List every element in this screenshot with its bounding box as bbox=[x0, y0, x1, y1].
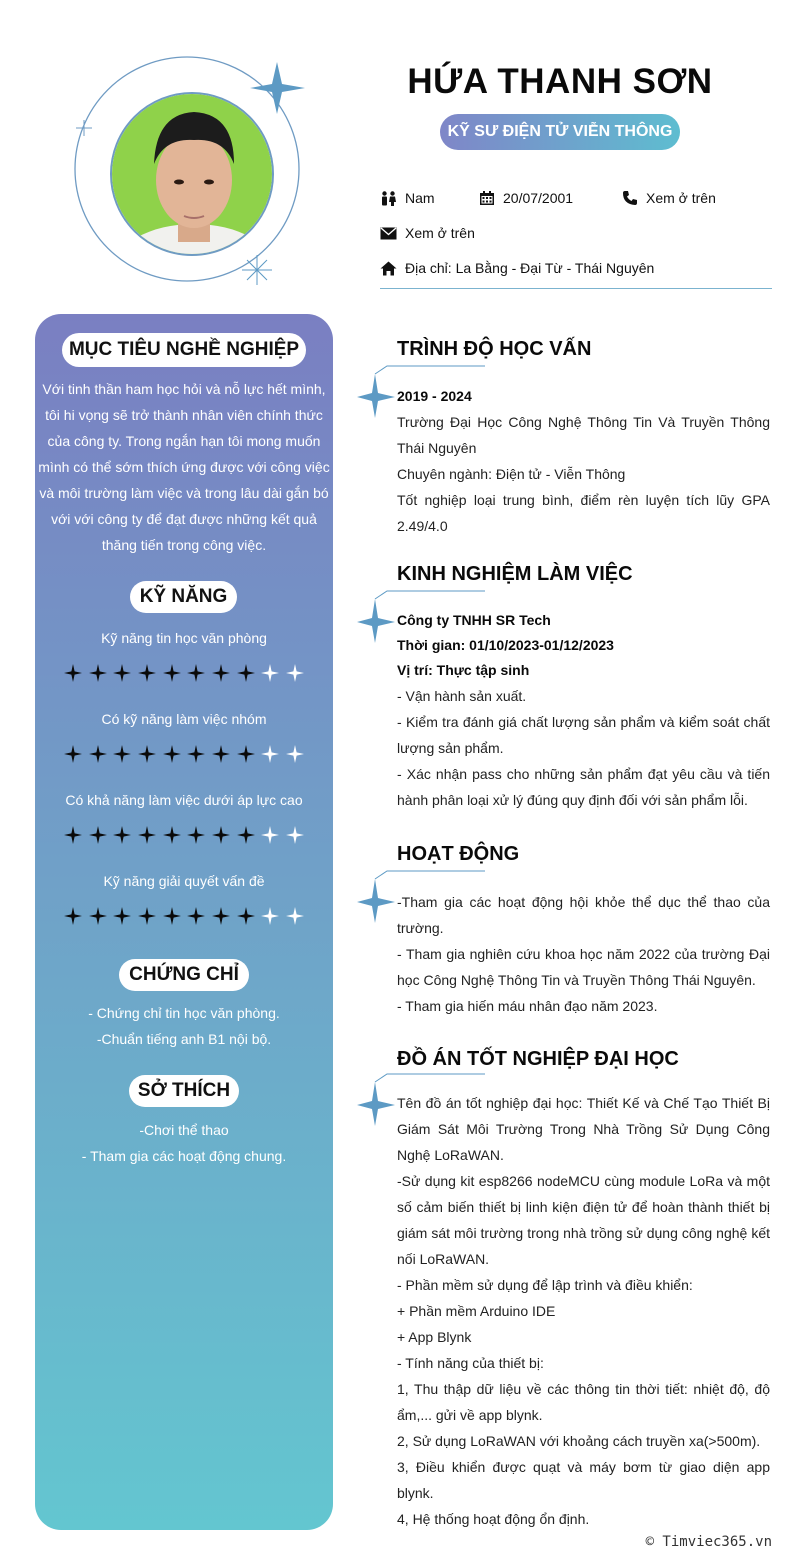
star-filled-icon bbox=[88, 744, 108, 764]
star-filled-icon bbox=[63, 906, 83, 926]
dob-info bbox=[479, 190, 573, 206]
objective-line: và môi trường làm việc và trong lâu dài gắn bó bbox=[39, 485, 329, 501]
thesis-item: + App Blynk bbox=[397, 1329, 472, 1345]
email-icon bbox=[380, 227, 397, 240]
objective-title: MỤC TIÊU NGHỀ NGHIỆP bbox=[62, 333, 306, 367]
activity-item: -Tham gia các hoạt động hội khỏe thể dục thể thao của trường. bbox=[397, 894, 770, 936]
star-filled-icon bbox=[162, 906, 182, 926]
experience-duty: - Kiểm tra đánh giá chất lượng sản phẩm và kiểm soát chất lượng sản phẩm. bbox=[397, 714, 770, 756]
star-filled-icon bbox=[88, 906, 108, 926]
star-filled-icon bbox=[211, 906, 231, 926]
objective-line: tôi hi vọng sẽ trở thành nhân viên chính thức bbox=[45, 407, 323, 423]
experience-title: KINH NGHIỆM LÀM VIỆC bbox=[397, 563, 633, 585]
objective-line: của công ty. Trong ngắn hạn tôi mong muốn bbox=[47, 433, 321, 449]
thesis-item: 4, Hệ thống hoạt động ổn định. bbox=[397, 1511, 590, 1527]
hobbies-title: SỞ THÍCH bbox=[129, 1075, 239, 1107]
dob-value: 20/07/2001 bbox=[503, 190, 574, 206]
sparkle-icon bbox=[357, 599, 395, 643]
star-empty-icon bbox=[260, 663, 280, 683]
thesis-item: + Phần mềm Arduino IDE bbox=[397, 1303, 556, 1319]
star-filled-icon bbox=[88, 825, 108, 845]
star-empty-icon bbox=[285, 906, 305, 926]
gender-info bbox=[380, 190, 435, 206]
star-filled-icon bbox=[63, 825, 83, 845]
gender-value: Nam bbox=[405, 190, 435, 206]
experience-position: Vị trí: Thực tập sinh bbox=[397, 662, 530, 678]
phone-info bbox=[622, 190, 716, 206]
experience-duty: - Vận hành sản xuất. bbox=[397, 688, 527, 704]
education-period: 2019 - 2024 bbox=[397, 388, 472, 404]
thesis-item: 2, Sử dụng LoRaWAN với khoảng cách truyền xa(>500m). bbox=[397, 1433, 761, 1449]
thesis-title: ĐỒ ÁN TỐT NGHIỆP ĐẠI HỌC bbox=[397, 1048, 679, 1070]
education-result: Tốt nghiệp loại trung bình, điểm rèn luyện tích lũy GPA 2.49/4.0 bbox=[397, 492, 770, 534]
email-info bbox=[380, 225, 475, 241]
phone-icon bbox=[622, 190, 638, 206]
star-filled-icon bbox=[162, 744, 182, 764]
sparkle-icon bbox=[357, 374, 395, 418]
thesis-item: 3, Điều khiển được quạt và máy bơm từ giao diện app blynk. bbox=[397, 1459, 770, 1501]
avatar bbox=[110, 92, 274, 256]
thesis-item: - Phần mềm sử dụng để lập trình và điều khiển: bbox=[397, 1277, 693, 1293]
certificates-text bbox=[38, 1000, 330, 1052]
star-filled-icon bbox=[88, 663, 108, 683]
activities-body bbox=[397, 889, 770, 1019]
star-filled-icon bbox=[236, 825, 256, 845]
star-filled-icon bbox=[112, 825, 132, 845]
experience-time: Thời gian: 01/10/2023-01/12/2023 bbox=[397, 637, 614, 653]
star-empty-icon bbox=[285, 663, 305, 683]
skill-rating bbox=[63, 663, 305, 683]
star-empty-icon bbox=[260, 825, 280, 845]
objective-line: mình có thể sớm thích ứng được với công việc bbox=[38, 459, 330, 475]
experience-duty: - Xác nhận pass cho những sản phẩm đạt yêu cầu và tiến hành phân loại xử lý đúng quy định đối với sản phẩm lỗi. bbox=[397, 766, 770, 808]
thesis-body bbox=[397, 1090, 770, 1532]
hobby-item: - Tham gia các hoạt động chung. bbox=[81, 1148, 287, 1164]
hobbies-text bbox=[38, 1117, 330, 1169]
star-filled-icon bbox=[137, 825, 157, 845]
candidate-name: HỨA THANH SƠN bbox=[407, 62, 713, 101]
objective-line: thăng tiến trong công việc. bbox=[101, 537, 267, 553]
education-school: Trường Đại Học Công Nghệ Thông Tin Và Truyền Thông Thái Nguyên bbox=[397, 414, 770, 456]
star-filled-icon bbox=[236, 906, 256, 926]
thesis-item: -Sử dụng kit esp8266 nodeMCU cùng module LoRa và một số cảm biến thiết bị linh kiện điện tử để hoàn thành thiết bị giám sát môi trường trong nhà trồng sử dụng công nghệ kết nối LoRaWAN. bbox=[397, 1173, 770, 1267]
activities-title: HOẠT ĐỘNG bbox=[397, 843, 520, 865]
objective-line: với với công ty để đạt được những kết quả bbox=[51, 511, 317, 527]
sparkle-icon bbox=[242, 255, 272, 285]
job-title-badge: KỸ SƯ ĐIỆN TỬ VIỄN THÔNG bbox=[440, 114, 680, 150]
star-filled-icon bbox=[211, 744, 231, 764]
sparkle-icon bbox=[357, 879, 395, 923]
star-filled-icon bbox=[186, 744, 206, 764]
skill-label: Có khả năng làm việc dưới áp lực cao bbox=[65, 792, 303, 808]
calendar-icon bbox=[479, 191, 495, 206]
star-filled-icon bbox=[112, 744, 132, 764]
star-filled-icon bbox=[137, 663, 157, 683]
home-icon bbox=[380, 261, 397, 276]
hobby-item: -Chơi thể thao bbox=[139, 1122, 229, 1138]
sparkle-icon bbox=[76, 120, 92, 136]
header-divider bbox=[380, 288, 772, 289]
email-value: Xem ở trên bbox=[405, 225, 475, 241]
activity-item: - Tham gia nghiên cứu khoa học năm 2022 của trường Đại học Công Nghệ Thông Tin và Truyền Thông Thái Nguyên. bbox=[397, 946, 770, 988]
star-filled-icon bbox=[63, 663, 83, 683]
skill-rating bbox=[63, 744, 305, 764]
star-empty-icon bbox=[285, 744, 305, 764]
star-filled-icon bbox=[137, 906, 157, 926]
star-filled-icon bbox=[112, 663, 132, 683]
star-filled-icon bbox=[186, 906, 206, 926]
skill-label: Kỹ năng tin học văn phòng bbox=[101, 630, 267, 646]
star-empty-icon bbox=[285, 825, 305, 845]
star-filled-icon bbox=[112, 906, 132, 926]
thesis-item: 1, Thu thập dữ liệu về các thông tin thời tiết: nhiệt độ, độ ẩm,... gửi về app blynk. bbox=[397, 1381, 770, 1423]
star-filled-icon bbox=[211, 825, 231, 845]
phone-value: Xem ở trên bbox=[646, 190, 716, 206]
skill-label: Kỹ năng giải quyết vấn đề bbox=[103, 873, 265, 889]
objective-text bbox=[38, 376, 330, 558]
star-filled-icon bbox=[186, 825, 206, 845]
sparkle-icon bbox=[250, 62, 305, 114]
gender-icon bbox=[380, 191, 397, 206]
skill-label: Có kỹ năng làm việc nhóm bbox=[101, 711, 267, 727]
certificate-item: - Chứng chỉ tin học văn phòng. bbox=[88, 1005, 280, 1021]
star-filled-icon bbox=[63, 744, 83, 764]
star-filled-icon bbox=[137, 744, 157, 764]
education-body bbox=[397, 383, 770, 539]
skills-title: KỸ NĂNG bbox=[130, 581, 237, 613]
sparkle-icon bbox=[357, 1082, 395, 1126]
activity-item: - Tham gia hiến máu nhân đạo năm 2023. bbox=[397, 998, 658, 1014]
star-empty-icon bbox=[260, 906, 280, 926]
thesis-item: - Tính năng của thiết bị: bbox=[397, 1355, 544, 1371]
certificate-item: -Chuẩn tiếng anh B1 nội bộ. bbox=[96, 1031, 272, 1047]
skill-rating bbox=[63, 906, 305, 926]
star-filled-icon bbox=[236, 663, 256, 683]
star-filled-icon bbox=[236, 744, 256, 764]
education-title: TRÌNH ĐỘ HỌC VẤN bbox=[397, 338, 592, 360]
experience-company: Công ty TNHH SR Tech bbox=[397, 612, 551, 628]
address-info bbox=[380, 260, 654, 276]
star-filled-icon bbox=[211, 663, 231, 683]
certificates-title: CHỨNG CHỈ bbox=[119, 959, 249, 991]
thesis-item: Tên đồ án tốt nghiệp đại học: Thiết Kế và Chế Tạo Thiết Bị Giám Sát Môi Trường Trong Nhà Trồng Sử Dụng Công Nghệ LoRaWAN. bbox=[397, 1095, 770, 1163]
objective-line: Với tinh thần ham học hỏi và nỗ lực hết mình, bbox=[42, 381, 326, 397]
education-major: Chuyên ngành: Điện tử - Viễn Thông bbox=[397, 466, 626, 482]
star-empty-icon bbox=[260, 744, 280, 764]
star-filled-icon bbox=[186, 663, 206, 683]
experience-body bbox=[397, 608, 770, 813]
address-value: Địa chỉ: La Bằng - Đại Từ - Thái Nguyên bbox=[405, 260, 655, 276]
footer-watermark: © Timviec365.vn bbox=[645, 1534, 772, 1550]
star-filled-icon bbox=[162, 825, 182, 845]
skill-rating bbox=[63, 825, 305, 845]
star-filled-icon bbox=[162, 663, 182, 683]
